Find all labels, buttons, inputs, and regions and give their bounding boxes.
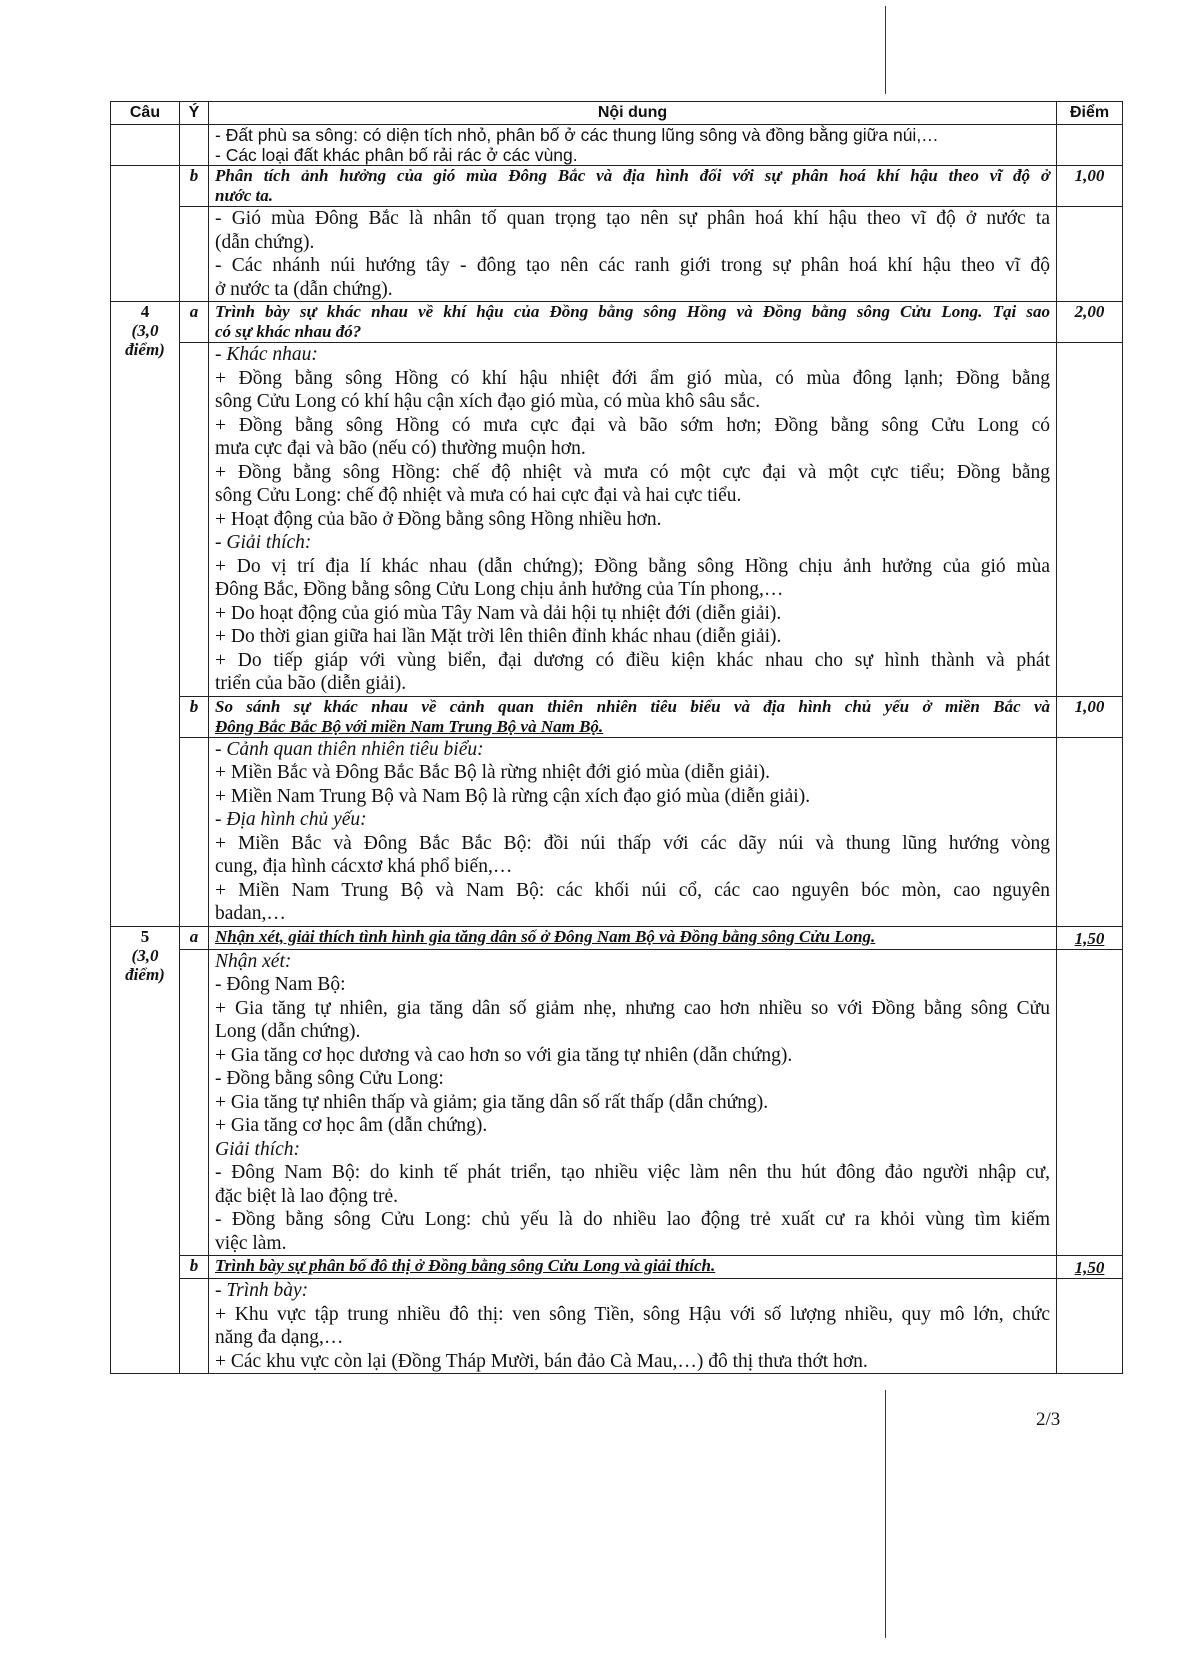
question-text: có sự khác nhau đó? — [215, 322, 362, 341]
header-cau: Câu — [111, 102, 180, 125]
content-line: + Khu vực tập trung nhiều đô thị: ven sông Tiền, sông Hậu với số lượng nhiều, quy mô lớn, chức — [215, 1303, 1050, 1325]
content-line: + Miền Nam Trung Bộ và Nam Bộ: các khối núi cổ, các cao nguyên bóc mòn, cao nguyên — [215, 879, 1050, 901]
question-cell — [209, 696, 1057, 737]
scan-artifact-line — [885, 6, 886, 94]
content-line: - Khác nhau: — [215, 344, 318, 365]
content-line: + Gia tăng tự nhiên, gia tăng dân số giảm nhẹ, nhưng cao hơn nhiều so với Đồng bằng sông Cửu — [215, 997, 1050, 1019]
question-text: Phân tích ảnh hưởng của gió mùa Đông Bắc và địa hình đối với sự phân hoá khí hậu theo vĩ độ ở — [215, 166, 1050, 185]
header-y: Ý — [180, 102, 209, 125]
content-line: + Gia tăng cơ học âm (dẫn chứng). — [215, 1115, 488, 1136]
sub-question-label: b — [180, 166, 209, 207]
sub-question-label: b — [180, 1256, 209, 1279]
question-row — [111, 696, 1123, 737]
answer-row — [111, 1279, 1123, 1374]
question-text: Nhận xét, giải thích tình hình gia tăng dân số ở Đông Nam Bộ và Đồng bằng sông Cửu Long. — [215, 926, 876, 946]
content-line: - Trình bày: — [215, 1280, 309, 1301]
content-line: cung, địa hình cácxtơ khá phổ biến,… — [215, 856, 513, 877]
points-value: 1,00 — [1057, 166, 1123, 207]
answer-key-table — [110, 101, 1123, 1374]
content-line: + Đồng bằng sông Hồng: chế độ nhiệt và mưa có một cực đại và một cực tiểu; Đồng bằng — [215, 461, 1050, 483]
scan-artifact-line — [885, 1390, 886, 1638]
header-diem: Điểm — [1057, 102, 1123, 125]
question-text: Trình bày sự phân bố đô thị ở Đồng bằng sông Cửu Long và giải thích. — [215, 1256, 716, 1275]
content-line: đặc biệt là lao động trẻ. — [215, 1185, 399, 1207]
content-line: - Đông Nam Bộ: — [215, 974, 346, 995]
question-score-unit: điểm) — [125, 340, 165, 359]
answer-row — [111, 949, 1123, 1256]
content-line: + Miền Bắc và Đông Bắc Bắc Bộ: đồi núi thấp với các dãy núi và thung lũng hướng vòng — [215, 832, 1050, 854]
content-line: + Gia tăng tự nhiên thấp và giảm; gia tăng dân số rất thấp (dẫn chứng). — [215, 1091, 769, 1113]
content-line: + Do tiếp giáp với vùng biển, đại dương có điều kiện khác nhau cho sự hình thành và phát — [215, 649, 1050, 671]
answer-cell — [209, 207, 1057, 302]
question-number-cell — [111, 926, 180, 1374]
table-header-row — [111, 102, 1123, 125]
header-noi-dung: Nội dung — [209, 102, 1057, 125]
points-value: 1,50 — [1057, 926, 1123, 949]
content-line: + Do hoạt động của gió mùa Tây Nam và dải hội tụ nhiệt đới (diễn giải). — [215, 602, 782, 624]
answer-cell — [209, 949, 1057, 1256]
content-line: + Miền Bắc và Đông Bắc Bắc Bộ là rừng nhiệt đới gió mùa (diễn giải). — [215, 762, 770, 783]
answer-row — [111, 737, 1123, 926]
content-line: - Giải thích: — [215, 532, 312, 553]
content-line: - Đông Nam Bộ: do kinh tế phát triển, tạo nhiều việc làm nên thu hút đông đảo người nhập cư, — [215, 1162, 1050, 1183]
question-text: So sánh sự khác nhau về cảnh quan thiên nhiên tiêu biểu và địa hình chủ yếu ở miền Bắc và — [215, 696, 1050, 716]
content-line: việc làm. — [215, 1232, 287, 1254]
content-line: + Các khu vực còn lại (Đồng Tháp Mười, bán đảo Cà Mau,…) đô thị thưa thớt hơn. — [215, 1350, 868, 1372]
question-cell — [209, 302, 1057, 343]
answer-row — [111, 343, 1123, 697]
table-row — [111, 125, 1123, 166]
answer-cell — [209, 1279, 1057, 1374]
content-line: Nhận xét: — [215, 950, 292, 972]
question-cell — [209, 926, 1057, 949]
content-line: sông Cửu Long: chế độ nhiệt và mưa có hai cực đại và hai cực tiểu. — [215, 485, 742, 506]
content-line: - Các loại đất khác phân bố rải rác ở các vùng. — [215, 145, 578, 165]
content-line: Đông Bắc, Đồng bằng sông Cửu Long chịu ảnh hưởng của Tín phong,… — [215, 579, 784, 600]
points-value: 2,00 — [1057, 302, 1123, 343]
content-line: mưa cực đại và bão (nếu có) thường muộn hơn. — [215, 438, 586, 459]
question-row — [111, 1256, 1123, 1279]
question-row — [111, 926, 1123, 949]
content-line: + Đồng bằng sông Hồng có khí hậu nhiệt đới ẩm gió mùa, có mùa đông lạnh; Đồng bằng — [215, 367, 1050, 389]
content-line: - Gió mùa Đông Bắc là nhân tố quan trọng tạo nên sự phân hoá khí hậu theo vĩ độ ở nước ta — [215, 208, 1050, 229]
content-line: - Cảnh quan thiên nhiên tiêu biểu: — [215, 738, 484, 760]
content-line: Giải thích: — [215, 1138, 301, 1160]
content-line: sông Cửu Long có khí hậu cận xích đạo gió mùa, có mùa khô sâu sắc. — [215, 391, 761, 412]
question-cell — [209, 1256, 1057, 1279]
answer-cell — [209, 737, 1057, 926]
content-line: (dẫn chứng). — [215, 231, 315, 253]
question-number: 4 — [140, 302, 150, 321]
content-line: - Các nhánh núi hướng tây - đông tạo nên các ranh giới trong sự phân hoá khí hậu theo vĩ độ — [215, 255, 1050, 276]
content-line: badan,… — [215, 903, 286, 924]
sub-question-label: a — [180, 926, 209, 949]
content-line: + Do vị trí địa lí khác nhau (dẫn chứng); Đồng bằng sông Hồng chịu ảnh hưởng của gió mùa — [215, 555, 1050, 577]
content-line: + Miền Nam Trung Bộ và Nam Bộ là rừng cận xích đạo gió mùa (diễn giải). — [215, 785, 811, 807]
answer-row — [111, 207, 1123, 302]
question-row — [111, 166, 1123, 207]
content-line: + Đồng bằng sông Hồng có mưa cực đại và bão sớm hơn; Đồng bằng sông Cửu Long có — [215, 414, 1050, 436]
content-line: + Hoạt động của bão ở Đồng bằng sông Hồng nhiều hơn. — [215, 508, 662, 530]
question-number: 5 — [140, 926, 150, 946]
content-line: năng đa dạng,… — [215, 1327, 344, 1348]
question-score: (3,0 — [131, 321, 159, 340]
content-line: - Địa hình chủ yếu: — [215, 809, 367, 830]
content-line: + Gia tăng cơ học dương và cao hơn so với gia tăng tự nhiên (dẫn chứng). — [215, 1044, 793, 1066]
points-value: 1,50 — [1057, 1256, 1123, 1279]
question-text: Đông Bắc Bắc Bộ với miền Nam Trung Bộ và Nam Bộ. — [215, 716, 604, 736]
content-line: ở nước ta (dẫn chứng). — [215, 278, 393, 300]
question-text: Trình bày sự khác nhau về khí hậu của Đồng bằng sông Hồng và Đồng bằng sông Cửu Long. Tại sao — [215, 302, 1050, 321]
content-line: + Do thời gian giữa hai lần Mặt trời lên thiên đỉnh khác nhau (diễn giải). — [215, 626, 782, 647]
points-value: 1,00 — [1057, 696, 1123, 737]
content-line: - Đồng bằng sông Cửu Long: chủ yếu là do nhiều lao động trẻ xuất cư ra khỏi vùng tìm kiếm — [215, 1209, 1050, 1230]
question-text: nước ta. — [215, 186, 274, 205]
question-row — [111, 302, 1123, 343]
question-cell — [209, 166, 1057, 207]
sub-question-label: b — [180, 696, 209, 737]
question-score: (3,0 — [131, 945, 159, 965]
content-line: - Đất phù sa sông: có diện tích nhỏ, phân bố ở các thung lũng sông và đồng bằng giữa núi,… — [215, 125, 939, 145]
content-line: - Đồng bằng sông Cửu Long: — [215, 1068, 444, 1089]
answer-cell — [209, 343, 1057, 697]
page-number: 2/3 — [1036, 1409, 1061, 1430]
content-cell — [209, 125, 1057, 166]
question-number-cell — [111, 302, 180, 927]
sub-question-label: a — [180, 302, 209, 343]
content-line: triển của bão (diễn giải). — [215, 673, 407, 694]
content-line: Long (dẫn chứng). — [215, 1021, 361, 1042]
question-score-unit: điểm) — [125, 964, 165, 984]
